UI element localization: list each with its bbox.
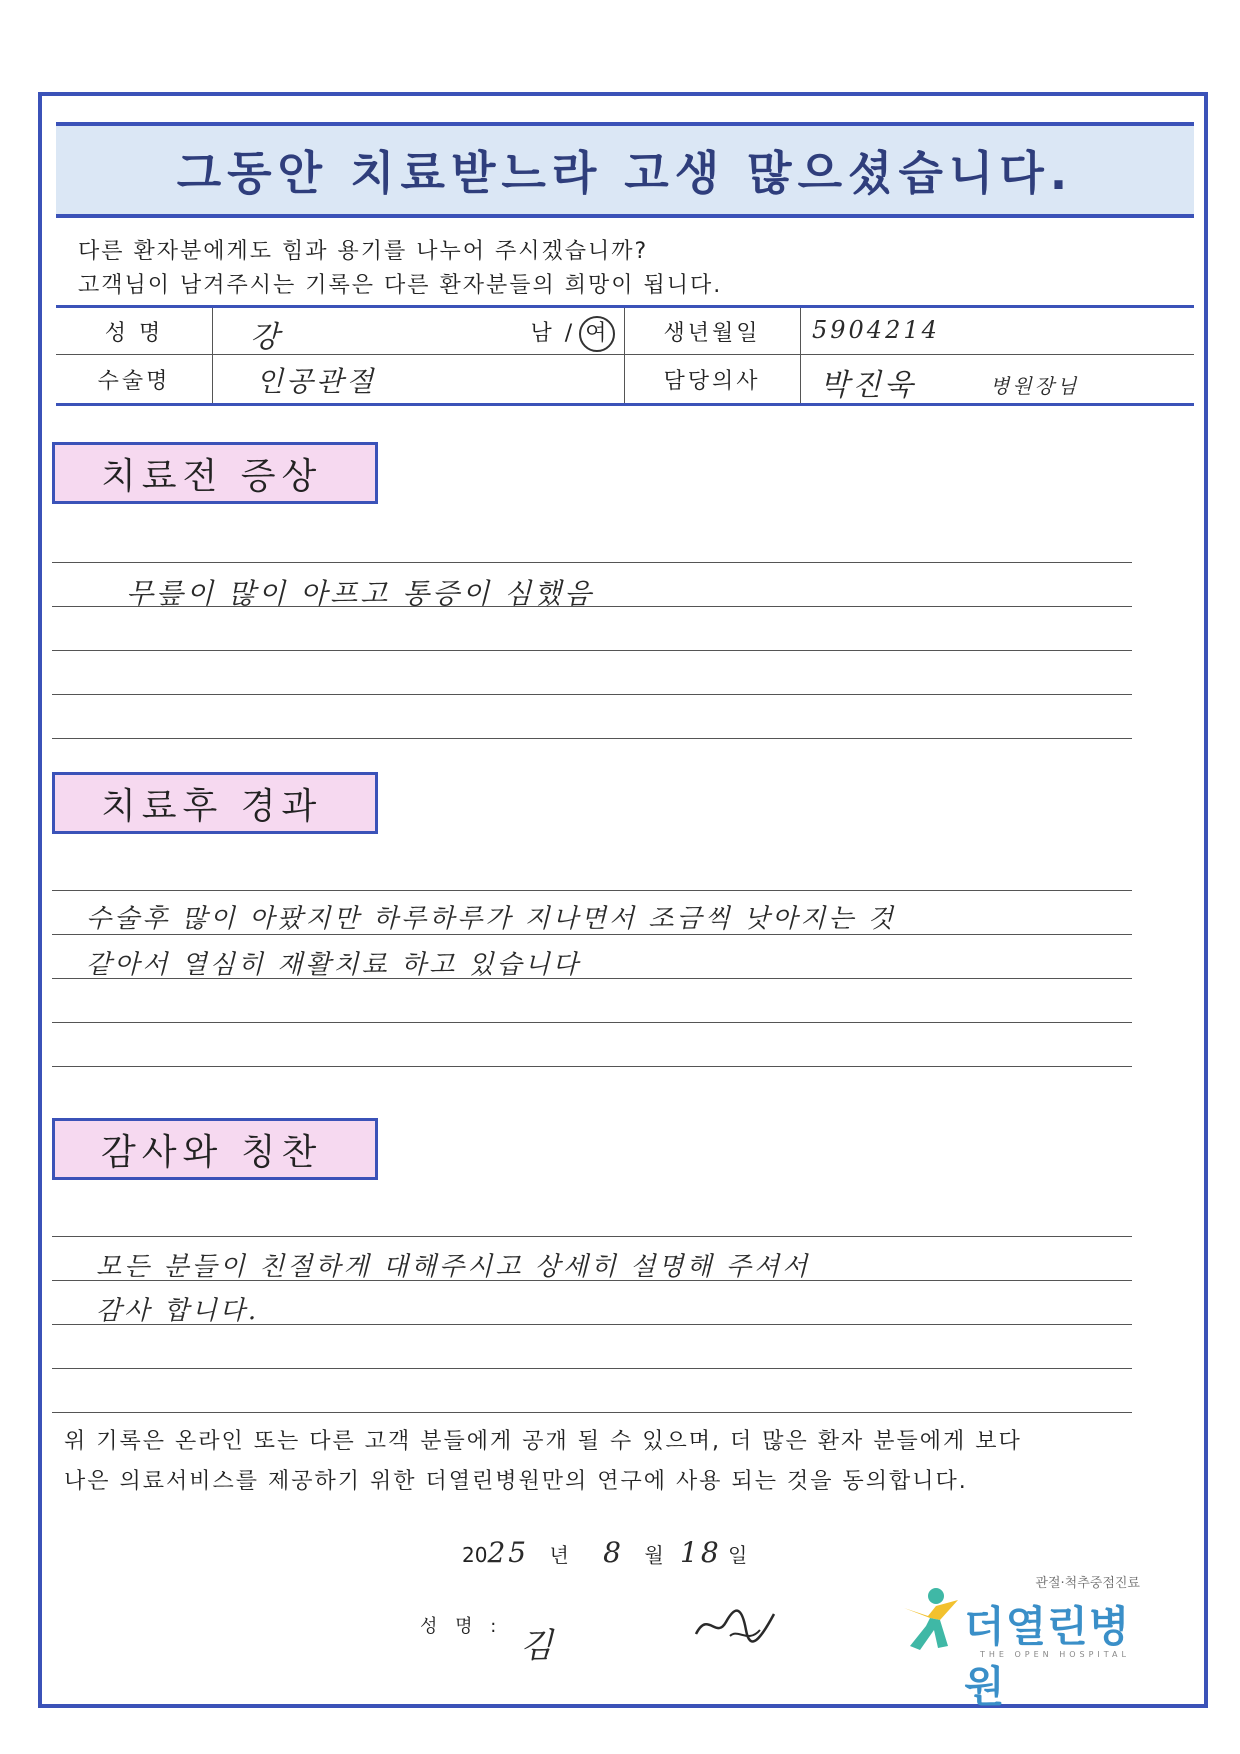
logo-name: 더열린병원 xyxy=(964,1602,1131,1711)
logo-english: THE OPEN HOSPITAL xyxy=(980,1650,1130,1659)
doctor-title: 병원장님 xyxy=(990,374,1080,398)
ruled-line xyxy=(52,738,1132,739)
date-month-label: 월 xyxy=(644,1543,664,1567)
person-figure-icon xyxy=(900,1586,962,1656)
date-year-label: 년 xyxy=(549,1543,569,1567)
ruled-line xyxy=(52,1412,1132,1413)
info-col-divider-1 xyxy=(212,308,213,403)
thanks-text-line-1: 모든 분들이 친절하게 대해주시고 상세히 설명해 주셔서 xyxy=(96,1252,811,1282)
page-title: 그동안 치료받느라 고생 많으셨습니다. xyxy=(176,146,1074,200)
ruled-line xyxy=(52,1368,1132,1369)
date-year-prefix: 20 xyxy=(462,1543,488,1567)
date-year-hand: 25 xyxy=(487,1536,530,1569)
logo-subtitle: 관절·척추중점진료 xyxy=(1035,1576,1140,1591)
after-text-line-1: 수술후 많이 아팠지만 하루하루가 지나면서 조금씩 낫아지는 것 xyxy=(86,904,896,934)
intro-text xyxy=(78,235,722,303)
surgery-label: 수술명 xyxy=(97,368,171,394)
date-row xyxy=(462,1536,747,1569)
thanks-text-line-2: 감사 합니다. xyxy=(96,1296,260,1326)
before-text-line-1: 무릎이 많이 아프고 통증이 심했음 xyxy=(126,577,595,610)
doctor-label: 담당의사 xyxy=(663,368,761,394)
surgery-value: 인공관절 xyxy=(256,365,377,398)
section-thanks-header xyxy=(52,1118,378,1180)
gender-label: 남 / 여 xyxy=(530,320,610,346)
ruled-line xyxy=(52,1236,1132,1237)
info-table-row-divider xyxy=(56,354,1194,355)
info-gender-underline xyxy=(432,354,624,355)
name-value: 강 xyxy=(250,320,282,355)
doctor-value: 박진욱 xyxy=(820,368,916,403)
after-text-line-2: 같아서 열심히 재활치료 하고 있습니다 xyxy=(86,950,581,980)
signature-name: 김 xyxy=(520,1626,556,1666)
signature-row xyxy=(420,1612,502,1638)
consent-text xyxy=(64,1422,1104,1502)
intro-line-2: 고객님이 남겨주시는 기록은 다른 환자분들의 희망이 됩니다. xyxy=(78,273,723,298)
ruled-line xyxy=(52,1066,1132,1067)
ruled-line xyxy=(52,694,1132,695)
intro-line-1: 다른 환자분에게도 힘과 용기를 나누어 주시겠습니까? xyxy=(78,239,649,264)
birth-label: 생년월일 xyxy=(663,320,761,346)
section-thanks-title: 감사와 칭찬 xyxy=(101,1131,323,1173)
ruled-line xyxy=(52,890,1132,891)
section-before-title: 치료전 증상 xyxy=(101,455,323,497)
info-col-divider-3 xyxy=(800,308,801,403)
title-banner xyxy=(56,122,1194,218)
section-after-header xyxy=(52,772,378,834)
ruled-line xyxy=(52,1022,1132,1023)
date-month-hand: 8 xyxy=(603,1536,624,1569)
section-before-header xyxy=(52,442,378,504)
date-day-hand: 18 xyxy=(680,1536,722,1569)
consent-line-1: 위 기록은 온라인 또는 다른 고객 분들에게 공개 될 수 있으며, 더 많은 환자 분들에게 보다 xyxy=(64,1429,1022,1454)
name-label: 성 명 xyxy=(104,320,164,346)
birth-value: 5904214 xyxy=(812,316,940,344)
signature-scribble xyxy=(690,1600,780,1648)
date-day-label: 일 xyxy=(728,1543,748,1567)
signature-label: 성 명 : xyxy=(420,1616,503,1637)
ruled-line xyxy=(52,650,1132,651)
gender-circle-mark xyxy=(579,316,615,352)
ruled-line xyxy=(52,562,1132,563)
section-after-title: 치료후 경과 xyxy=(101,785,323,827)
hospital-logo xyxy=(900,1572,1160,1711)
info-table-bottom-border xyxy=(56,403,1194,406)
consent-line-2: 나은 의료서비스를 제공하기 위한 더열린병원만의 연구에 사용 되는 것을 동의합니다. xyxy=(64,1469,968,1494)
